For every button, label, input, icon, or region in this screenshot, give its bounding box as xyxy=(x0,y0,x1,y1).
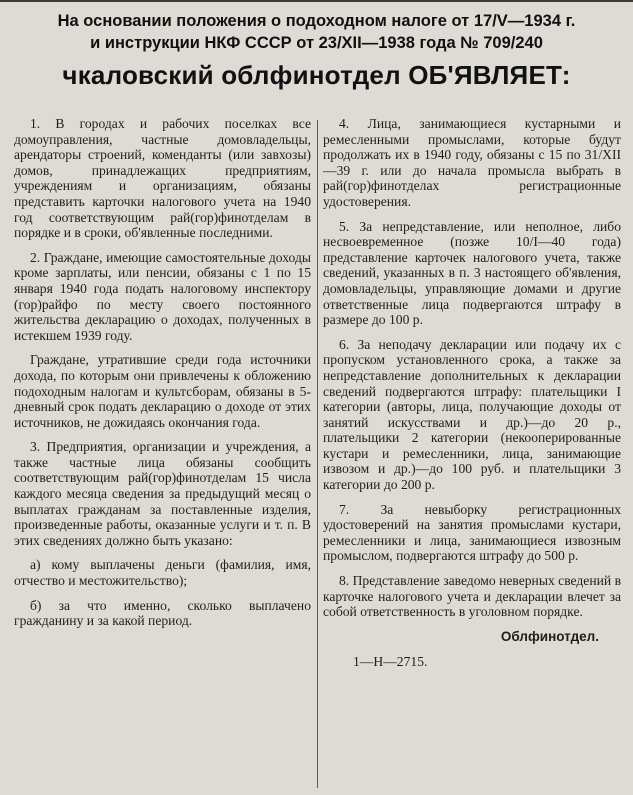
paragraph-item-2: 2. Граждане, имеющие самостоятельные доходы кроме зарплаты, или пенсии, обязаны с 1 по 15 января 1940 года подать налоговому инспектору (гор)райфо по месту своего постоянного жительства декларацию о доходах, полученных в истекшем 1939 году. xyxy=(14,249,311,343)
paragraph-item-2-continued: Граждане, утратившие среди года источники дохода, по которым они привлечены к обложению подоходным налогам и культсборам, обязаны в 5-дневный срок подать декларацию о доходе от этих источников, не дожидаясь окончания года. xyxy=(14,352,311,430)
header-line-1: На основании положения о подоходном налоге от 17/V—1934 г. xyxy=(57,12,576,30)
announcement-title: чкаловский облфинотдел ОБ'ЯВЛЯЕТ: xyxy=(62,60,571,90)
announcement-body xyxy=(14,116,621,792)
paragraph-item-8: 8. Представление заведомо неверных сведений в карточке налогового учета и декларации влечет за собой ответственность в уголовном порядке. xyxy=(323,573,621,620)
paragraph-item-4: 4. Лица, занимающиеся кустарными и ремесленными промыслами, которые будут продолжать их в 1940 году, обязаны с 15 по 31/XII—39 г. или до начала промысла выбрать в рай(гор)финотделах регистрационные удостоверения. xyxy=(323,116,621,209)
header-line-2: и инструкции НКФ СССР от 23/XII—1938 года № 709/240 xyxy=(90,34,543,52)
paragraph-item-1: 1. В городах и рабочих поселках все домоуправления, частные домовладельцы, арендаторы строений, коменданты (или завхозы) домов, принадлежащих предприятиям, учреждениям и организациям, обязаны представить карточки налогового учета на 1940 год соответствующим рай(гор)финотделам в порядке и в сроки, об'явленные последними. xyxy=(14,116,311,241)
signature: Облфинотдел. xyxy=(500,628,599,644)
paragraph-item-3: 3. Предприятия, организации и учреждения, а также частные лица обязаны сообщить соответствующим рай(гор)финотделам 15 числа каждого месяца сведения за предыдущий месяц о выплатах гражданам за поставленные изделия, произведенные работы, оказанные услуги и т. п. В этих сведениях должно быть указано: xyxy=(14,439,311,548)
announcement-header xyxy=(0,2,633,54)
paragraph-item-3a: а) кому выплачены деньги (фамилия, имя, отчество и местожительство); xyxy=(14,557,311,589)
paragraph-item-3b: б) за что именно, сколько выплачено гражданину и за какой период. xyxy=(14,597,311,629)
paragraph-item-7: 7. За невыборку регистрационных удостоверений на занятия промыслами кустари, ремесленники и лица, занимающиеся извозным промыслом, подвергаются штрафу до 500 р. xyxy=(323,501,621,564)
paragraph-item-6: 6. За неподачу декларации или подачу их с пропуском установленного срока, а также за непредставление дополнительных к декларации сведений подвергаются штрафу: плательщики I категории (авторы, лица, получающие доходы от занятий искусствами и др.)—до 20 р., плательщики 2 категории (некооперированные кустари и ремесленники, лица, занимающие извозом и др.)—до 100 руб. и плательщики 3 категории до 200 р. xyxy=(323,336,621,493)
paragraph-item-5: 5. За непредставление, или неполное, либо несвоевременное (позже 10/I—40 года) представление карточек налогового учета, также сведений, указанных в п. 3 настоящего об'явления, домовладельцы, управляющие домами и другие ответственные лица подвергаются штрафу в размере до 100 р. xyxy=(323,218,621,328)
print-code: 1—Н—2715. xyxy=(353,654,428,670)
left-column xyxy=(14,116,311,638)
column-divider xyxy=(317,120,318,788)
right-column xyxy=(323,116,621,670)
